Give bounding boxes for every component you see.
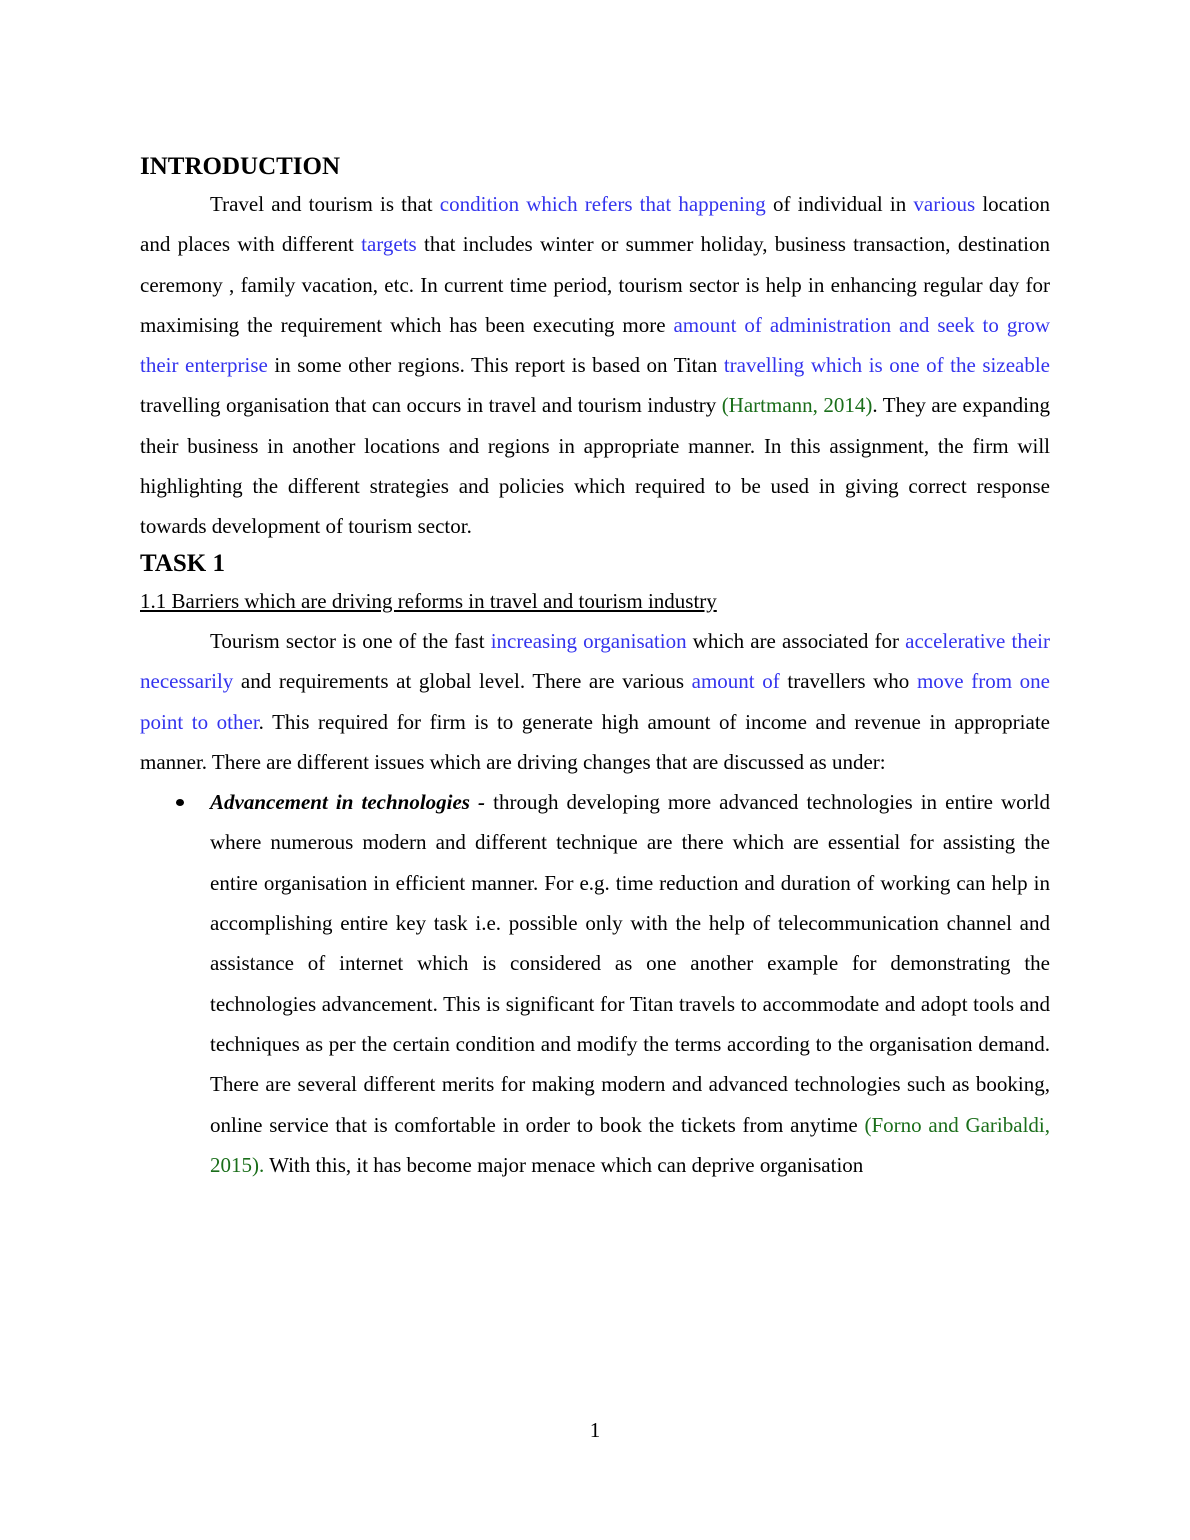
task1-paragraph xyxy=(140,621,1050,782)
section-1-1-subheading: 1.1 Barriers which are driving reforms in travel and tourism industry xyxy=(140,588,717,613)
highlighted-phrase: increasing organisation xyxy=(490,628,687,653)
text-run: in some other regions. This report is based on Titan xyxy=(267,353,724,378)
text-run: . This required for firm is to generate high amount of income and revenue in appropriate manner. There are different issues which are driving changes that are discussed as under: xyxy=(140,709,1050,774)
text-run: of individual in xyxy=(765,192,914,216)
highlighted-phrase: various xyxy=(913,192,976,216)
text-run: location and places with different xyxy=(140,192,1050,257)
citation: (Hartmann, 2014) xyxy=(721,393,873,418)
text-run: and requirements at global level. There are various xyxy=(233,669,692,694)
text-run: Tourism sector is one of the fast xyxy=(210,628,491,653)
list-item xyxy=(140,782,1050,1185)
highlighted-phrase: accelerative their necessarily xyxy=(140,628,1051,694)
text-run: travellers who xyxy=(779,669,917,694)
text-run: that includes winter or summer holiday, business transaction, destination ceremony , family vacation, etc. In current time period, tourism sector is help in enhancing regular day for maximising the requirement which has been executing more xyxy=(140,232,1050,337)
highlighted-phrase: condition which refers that happening xyxy=(439,192,766,216)
introduction-heading: INTRODUCTION xyxy=(140,153,341,180)
highlighted-phrase: amount of xyxy=(691,669,780,694)
introduction-paragraph xyxy=(140,184,1050,547)
citation: (Forno and Garibaldi, 2015). xyxy=(210,1112,1050,1177)
highlighted-phrase: amount of administration and seek to grow their enterprise xyxy=(140,312,1050,378)
document-page xyxy=(140,150,1050,1185)
bullet-icon xyxy=(176,799,184,806)
bullet-label: Advancement in technologies - xyxy=(210,790,494,815)
text-run: travelling organisation that can occurs in travel and tourism industry xyxy=(140,393,722,418)
bullet-list xyxy=(140,782,1050,1185)
text-run: . They are expanding their business in another locations and regions in appropriate manner. In this assignment, the firm will highlighting the different strategies and policies which required to be used in giving correct response towards development of tourism sector. xyxy=(140,393,1050,539)
highlighted-phrase: targets xyxy=(361,232,417,257)
text-run: which are associated for xyxy=(686,628,906,653)
text-run: With this, it has become major menace which can deprive organisation xyxy=(264,1152,864,1177)
highlighted-phrase: travelling which is one of the sizeable xyxy=(723,353,1050,378)
text-run: through developing more advanced technologies in entire world where numerous modern and different technique are there which are essential for assisting the entire organisation in efficient manner. For e.g. time reduction and duration of working can help in accomplishing entire key task i.e. possible only with the help of telecommunication channel and assistance of internet which is considered as one another example for demonstrating the technologies advancement. This is significant for Titan travels to accommodate and adopt tools and techniques as per the certain condition and modify the terms according to the organisation demand. There are several different merits for making modern and advanced technologies such as booking, online service that is comfortable in order to book the tickets from anytime xyxy=(210,790,1050,1137)
page-number: 1 xyxy=(589,1418,601,1442)
highlighted-phrase: move from one point to other xyxy=(140,669,1051,734)
text-run: Travel and tourism is that xyxy=(210,192,440,216)
task1-heading: TASK 1 xyxy=(140,549,225,577)
